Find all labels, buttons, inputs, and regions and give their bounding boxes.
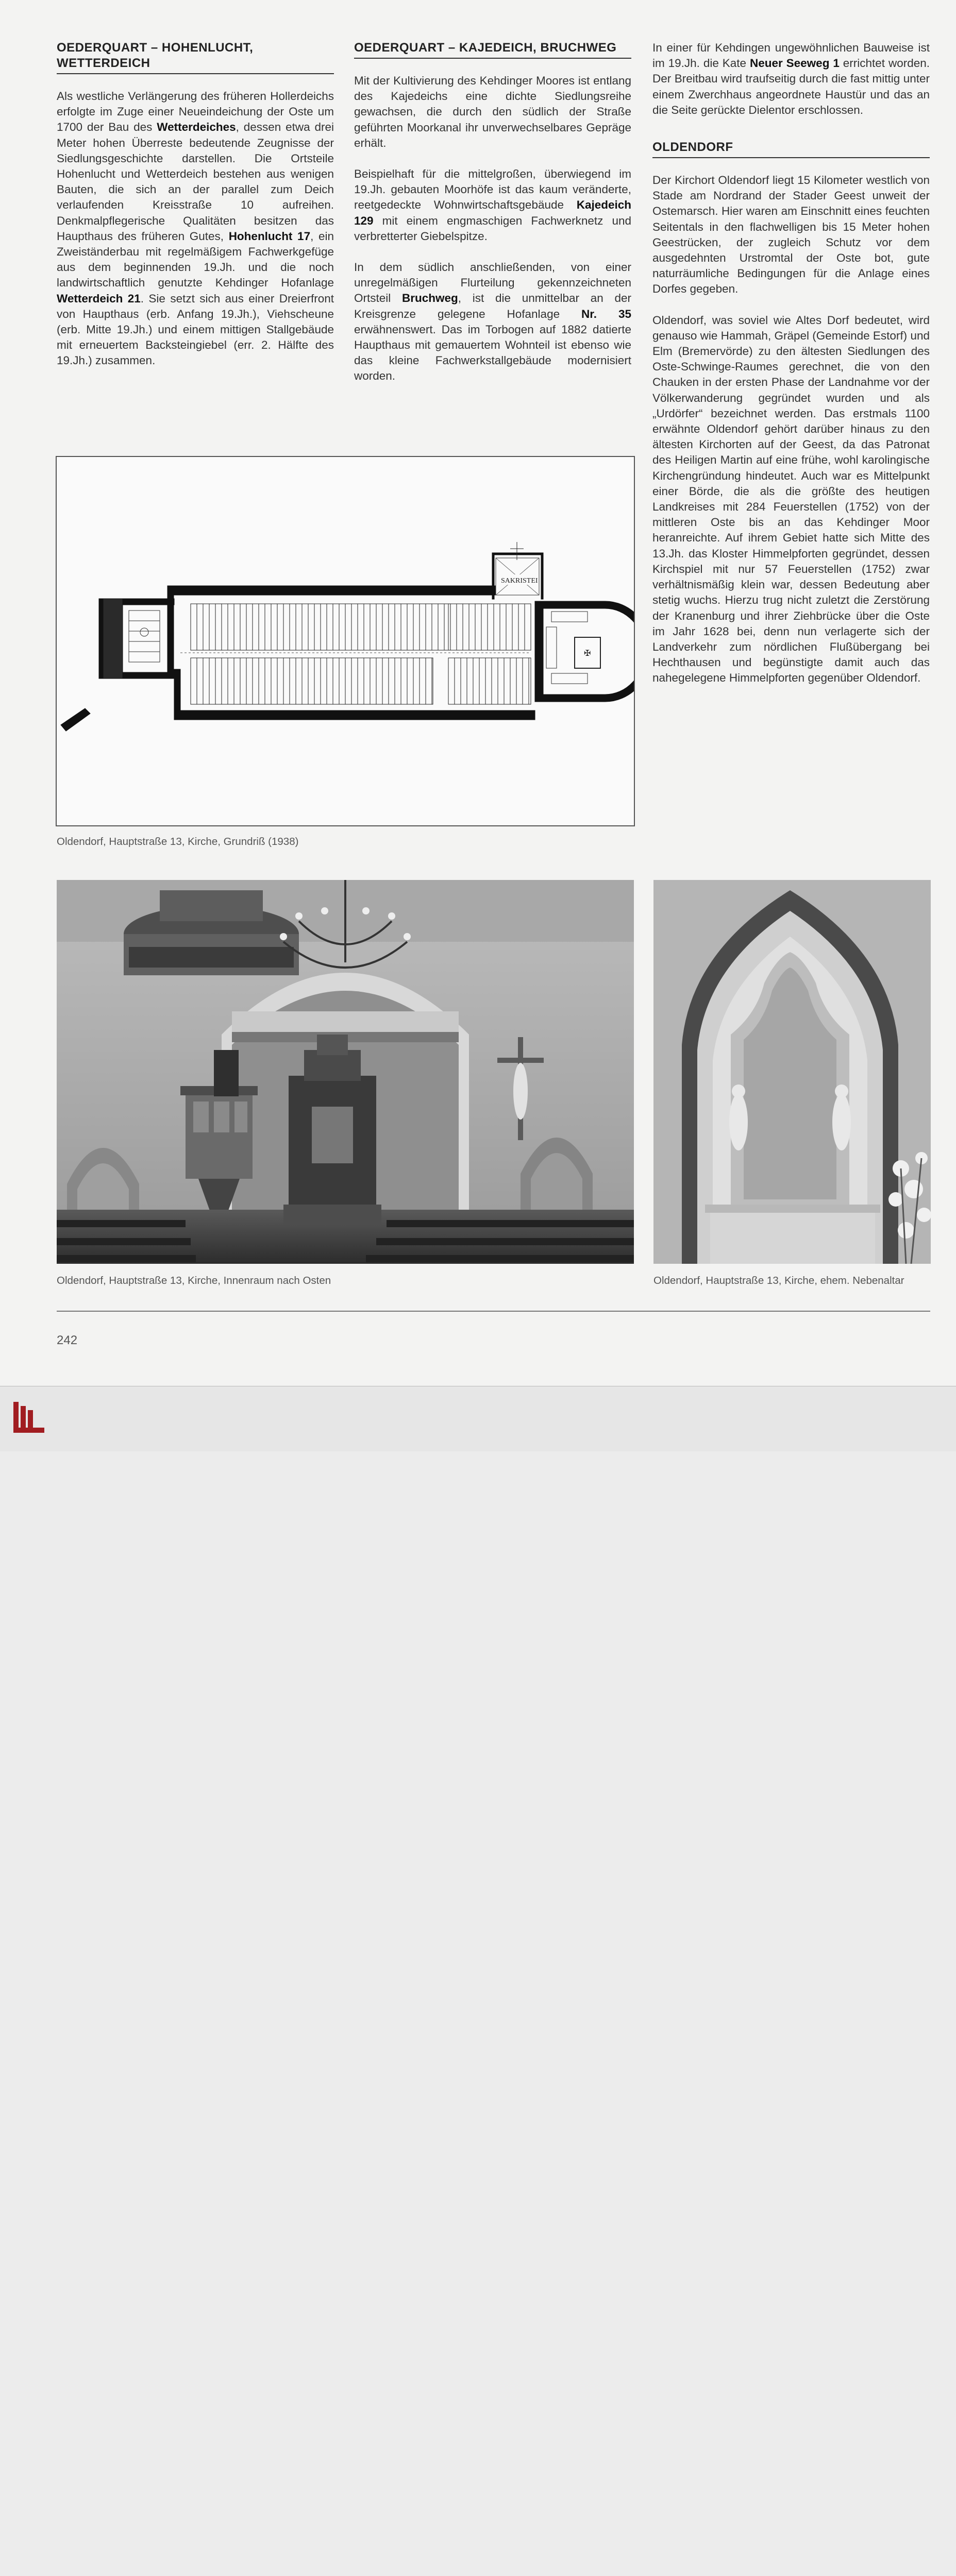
- page-bottom-rule: [57, 1311, 930, 1312]
- text-run: mit einem engmaschigen Fachwerknetz und verbretterter Giebelspitze.: [354, 214, 631, 243]
- church-floor-plan: [57, 457, 634, 825]
- floor-plan-figure: [56, 456, 635, 826]
- paragraph: [57, 89, 334, 369]
- paragraph: [652, 173, 930, 297]
- text-run: errichtet worden. Der Breitbau wird traufseitig durch die fast mittig unter einem Zwerchhaus angeordnete Haustür und das an die Seite gerückte Dielentor erschlossen.: [652, 57, 930, 116]
- heading-oldendorf: OLDENDORF: [652, 140, 930, 158]
- place-name: Nr. 35: [581, 307, 632, 320]
- text-run: In einer für Kehdingen ungewöhnlichen Bauweise ist im 19.Jh. die Kate: [652, 41, 930, 70]
- text-run: . Sie setzt sich aus einer Dreierfront von Haupthaus (erb. Anfang 19.Jh.), Viehscheune (erb. Mitte 19.Jh.) und einem mittigen Stallgebäude mit erneuertem Backsteingiebel (err. 2. Hälfte des 19.Jh.) zusammen.: [57, 292, 334, 367]
- column-oldendorf: [652, 40, 930, 702]
- text-run: Mit der Kultivierung des Kehdinger Moores ist entlang des Kajedeichs eine dichte Siedlungsreihe gewachsen, die durch den südlich der Straße geführten Moorkanal ihr unverwechselbares Gepräge erhält.: [354, 74, 631, 149]
- text-run: In dem südlich anschließenden, von einer unregelmäßigen Flurteilung gekennzeichneten Ortsteil: [354, 261, 631, 305]
- text-run: Der Kirchort Oldendorf liegt 15 Kilometer westlich von Stade am Nordrand der Stader Geest unweit der Ostemarsch. Hier waren am Einschnitt eines feuchten Seitentals in den flachwelligen bis 15 Meter hohen Geestrücken, der zugleich Schutz vor dem ausgedehnten Urstromtal der Oste bot, gute naturräumliche Bedingungen für die Anlage eines Dorfes gegeben.: [652, 174, 930, 296]
- text-run: Als westliche Verlängerung des früheren Hollerdeichs erfolgte im Zuge einer Neueindeichung der Oste um 1700 der Bau des: [57, 90, 334, 134]
- paragraph: [354, 260, 631, 384]
- place-name: Neuer Seeweg 1: [749, 57, 840, 70]
- paragraph: [652, 313, 930, 686]
- side-altar-photo: [653, 880, 931, 1264]
- viewer-footer: [0, 1386, 956, 1451]
- paragraph: [354, 166, 631, 244]
- floor-plan-caption: Oldendorf, Hauptstraße 13, Kirche, Grundriß (1938): [57, 836, 299, 848]
- place-name: Hohenlucht 17: [228, 229, 311, 243]
- paragraph: [354, 73, 631, 151]
- text-run: , dessen etwa drei Meter hohen Überreste bedeutende Zeugnisse der Siedlungsgeschichte darstellen. Die Ortsteile Hohenlucht und Wetterdeich bestehen aus wenigen Bauten, die sich an der parallel zum Deich verlaufenden Kreisstraße 10 aufreihen. Denkmalpflegerische Qualitäten besitzen das Haupthaus des früheren Gutes,: [57, 121, 334, 243]
- text-run: Oldendorf, was soviel wie Altes Dorf bedeutet, wird genauso wie Hammah, Gräpel (Gemeinde Estorf) und Elm (Bremervörde) zu den ältesten Siedlungen des Oste-Schwinge-Raumes gerechnet, die von den Chauken in der ersten Phase der Landnahme vor der Völkerwanderung gegründet wurden und als „Urdörfer“ bezeichnet werden. Das erstmals 1100 erwähnte Oldendorf gehört darüber hinaus zu den ältesten Kirchorten auf der Geest, da das Patronat des Heiligen Martin auf eine frühe, wohl karolingische Kirchengründung hindeutet. Auch war es Mittelpunkt einer Börde, die als die größte des heutigen Landkreises mit 284 Feuerstellen (1752) von der mittleren Oste bis an das Kehdinger Moor heranreichte. Auf ihrem Gebiet hatte sich Mitte des 13.Jh. das Kloster Himmelpforten gegründet, dessen Kirchspiel mit nur 57 Feuerstellen (1752) zwar verhältnismäßig klein war, dessen Bedeutung aber stetig wuchs. Hierzu trug nicht zuletzt die Zerstörung der Kranenburg und ihrer Ziehbrücke über die Oste im Jahr 1628 bei, denn nun verlagerte sich der Landverkehr zum nördlichen Flußübergang bei Hechthausen und begünstigte damit auch das nahegelegene Himmelpforten gegenüber Oldendorf.: [652, 313, 930, 685]
- place-name: Kajedeich 129: [354, 198, 631, 227]
- pew-block: [191, 604, 448, 650]
- niche-caption: Oldendorf, Hauptstraße 13, Kirche, ehem. Nebenaltar: [653, 1275, 904, 1286]
- svg-text:✠: ✠: [584, 649, 591, 658]
- place-name: Bruchweg: [401, 292, 458, 305]
- heading-hohenlucht: OEDERQUART – HOHENLUCHT, WETTERDEICH: [57, 40, 334, 74]
- text-run: , ein Zweiständerbau mit regelmäßigem Fachwerkgefüge aus dem beginnenden 19.Jh. und die noch landwirtschaftlich genutzte Kehdinger Hofanlage: [57, 229, 334, 290]
- text-run: , ist die unmittelbar an der Kreisgrenze gelegene Hofanlage: [354, 292, 631, 320]
- sacristy-label: SAKRISTEI: [501, 577, 538, 585]
- column-hohenlucht: [57, 40, 334, 384]
- text-run: erwähnenswert. Das im Torbogen auf 1882 datierte Haupthaus mit gemauertem Wohnteil ist ebenso wie das kleine Fachwerkstallgebäude modernisiert worden.: [354, 323, 631, 383]
- column-kajedeich: [354, 40, 631, 400]
- pew-block: [191, 658, 433, 704]
- place-name: Wetterdeich 21: [57, 292, 141, 305]
- heading-kajedeich: OEDERQUART – KAJEDEICH, BRUCHWEG: [354, 40, 631, 59]
- niche-image: [653, 880, 931, 1264]
- church-interior-photo: [57, 880, 634, 1264]
- paragraph: [652, 40, 930, 118]
- interior-caption: Oldendorf, Hauptstraße 13, Kirche, Innenraum nach Osten: [57, 1275, 331, 1286]
- university-library-logo: [10, 1397, 52, 1438]
- place-name: Wetterdeiches: [157, 121, 236, 134]
- interior-image: [57, 880, 634, 1264]
- text-run: Beispielhaft für die mittelgroßen, überwiegend im 19.Jh. gebauten Moorhöfe ist das kaum veränderte, reetgedeckte Wohnwirtschaftsgebäude: [354, 167, 631, 212]
- page-number: 242: [57, 1333, 78, 1347]
